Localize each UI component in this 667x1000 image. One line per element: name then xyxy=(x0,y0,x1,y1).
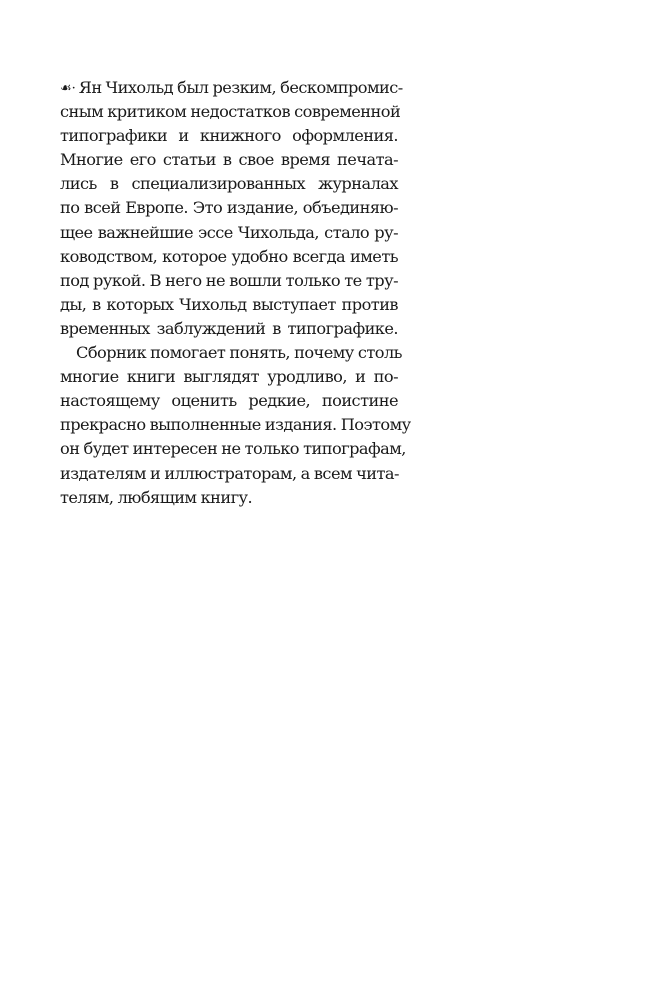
text-line: под рукой. В него не вошли только те тру- xyxy=(60,270,398,290)
text-line: издателям и иллюстраторам, а всем чита- xyxy=(60,463,399,483)
text-line: типографики и книжного оформления. xyxy=(60,126,398,146)
text-line: щее важнейшие эссе Чихольда, стало ру- xyxy=(60,222,398,242)
text-line: сным критиком недостатков современной xyxy=(60,102,401,122)
text-line: многие книги выглядят уродливо, и по- xyxy=(60,367,398,387)
text-line: лись в специализированных журналах xyxy=(60,174,398,194)
text-line: Сборник помогает понять, почему столь xyxy=(76,343,402,363)
text-line: ды, в которых Чихольд выступает против xyxy=(60,294,398,314)
text-line: временных заблуждений в типографике. xyxy=(60,318,398,338)
paragraph-2 xyxy=(60,341,411,510)
book-annotation-text xyxy=(60,76,411,510)
text-line: он будет интересен не только типографам, xyxy=(60,439,406,459)
text-line: прекрасно выполненные издания. Поэтому xyxy=(60,415,411,435)
paragraph-1 xyxy=(60,76,403,341)
text-line: телям, любящим книгу. xyxy=(60,487,253,507)
text-line: Многие его статьи в свое время печата- xyxy=(60,150,398,170)
text-line: ководством, которое удобно всегда иметь xyxy=(60,246,398,266)
fleuron-ornament-icon: ☙· xyxy=(60,81,76,96)
text-line: ☙· Ян Чихольд был резким, бескомпромис- xyxy=(60,76,398,100)
text-line: по всей Европе. Это издание, объединяю- xyxy=(60,198,398,218)
text-line: настоящему оценить редкие, поистине xyxy=(60,391,398,411)
